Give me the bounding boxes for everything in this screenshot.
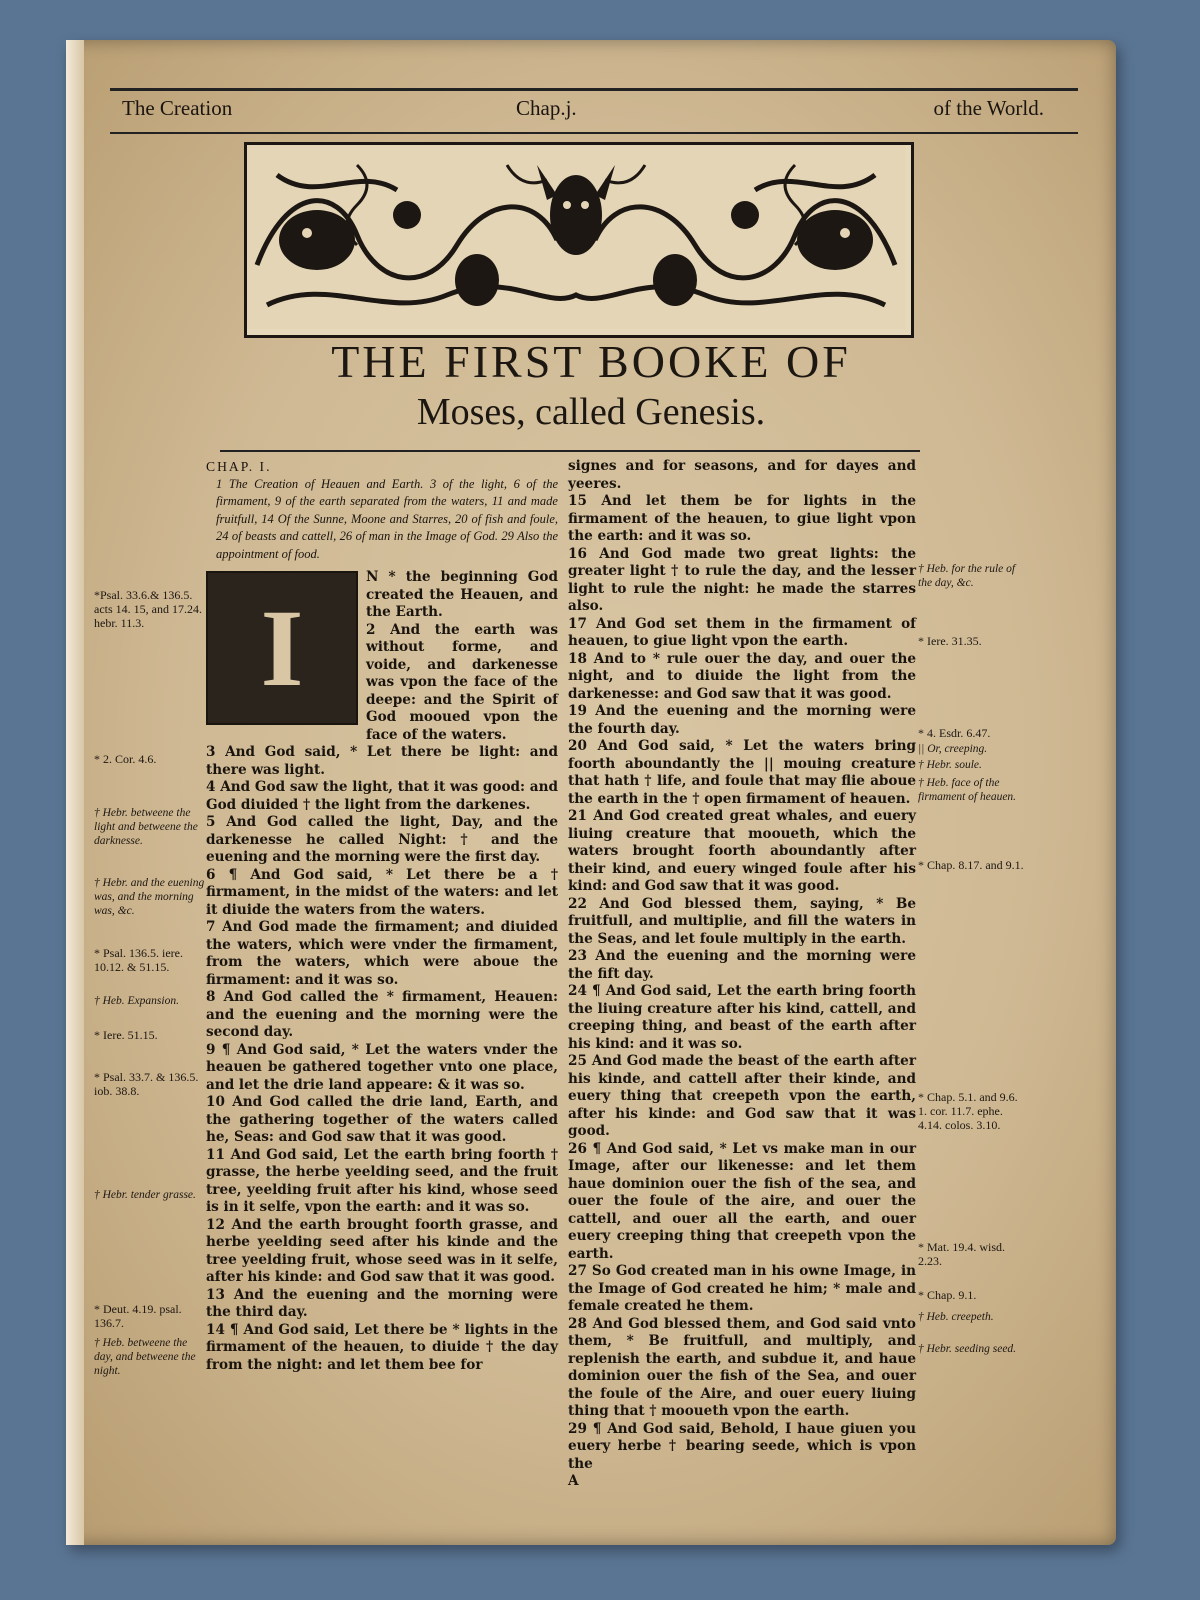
- margin-note: † Heb. betweene the day, and betweene the night.: [94, 1337, 196, 1377]
- dropcap-letter: I: [260, 586, 304, 709]
- verse: 2 And the earth was without forme, and voide, and darkenesse was vpon the face of the deepe: and the Spirit of God mooued vpon the face of the waters.: [366, 621, 558, 743]
- margin-note: † Heb. Expansion.: [94, 995, 179, 1007]
- verse: 9 ¶ And God said, * Let the waters vnder the heauen be gathered together vnto one place, and let the drie land appeare: & it was so.: [206, 1041, 558, 1093]
- margin-note: * Iere. 51.15.: [94, 1028, 158, 1042]
- dropcap-initial: [206, 571, 358, 725]
- right-column: [568, 458, 916, 1491]
- verse: 20 And God said, * Let the waters bring foorth aboundantly the || mouing creature that hath † life, and foule that may flie aboue the earth in the † open firmament of heauen.: [568, 738, 916, 807]
- ornamental-headpiece: [244, 142, 914, 338]
- chapter-heading: CHAP. I.: [206, 459, 272, 474]
- margin-note: * 2. Cor. 4.6.: [94, 752, 157, 766]
- verse: 5 And God called the light, Day, and the darkenesse he called Night: † and the euening and the morning were the first day.: [206, 814, 558, 865]
- margin-note: * Chap. 5.1. and 9.6. 1. cor. 11.7. ephe. 4.14. colos. 3.10.: [918, 1090, 1018, 1132]
- running-head-right: of the World.: [933, 96, 1044, 120]
- margin-note: † Hebr. tender grasse.: [94, 1189, 196, 1201]
- margin-note: † Heb. for the rule of the day, &c.: [918, 563, 1016, 589]
- margin-note: * Psal. 136.5. iere. 10.12. & 51.15.: [94, 946, 183, 974]
- margin-note: * Psal. 33.7. & 136.5. iob. 38.8.: [94, 1070, 199, 1098]
- margin-note: * Iere. 31.35.: [918, 634, 982, 648]
- margin-note: * Chap. 9.1.: [918, 1288, 977, 1302]
- book-title: THE FIRST BOOKE OF: [331, 336, 851, 387]
- verse: 25 And God made the beast of the earth after his kinde, and cattell after their kinde, and euery thing that creepeth vpon the earth, after his kinde: and God saw that it was good.: [568, 1053, 916, 1139]
- verse: 22 And God blessed them, saying, * Be fruitfull, and multiplie, and fill the waters in the Seas, and let foule multiply in the earth.: [568, 895, 916, 947]
- verse: 15 And let them be for lights in the firmament of the heauen, to giue light vpon the earth: and it was so.: [568, 493, 916, 544]
- verse: 24 ¶ And God said, Let the earth bring foorth the liuing creature after his kind, cattell, and creeping thing, and beast of the earth after his kind: and it was so.: [568, 983, 916, 1052]
- signature-mark: A: [568, 1473, 579, 1489]
- margin-note: † Heb. face of the firmament of heauen.: [918, 777, 1017, 803]
- book-page: [66, 40, 1116, 1545]
- margin-note: || Or, creeping.: [918, 743, 988, 755]
- verse: 6 ¶ And God said, * Let there be a † firmament, in the midst of the waters: and let it diuide the waters from the waters.: [206, 866, 558, 918]
- margin-note: * Mat. 19.4. wisd. 2.23.: [918, 1240, 1005, 1268]
- verse: 3 And God said, * Let there be light: and there was light.: [206, 744, 558, 778]
- verse: 16 And God made two great lights: the greater light † to rule the day, and the lesser light to rule the night: he made the starres also.: [568, 545, 916, 614]
- book-subtitle: Moses, called Genesis.: [416, 391, 766, 433]
- verse: 28 And God blessed them, and God said vnto them, * Be fruitfull, and multiply, and replenish the earth, and subdue it, and haue dominion ouer the fish of the Sea, and ouer the foule of the Aire, and ouer euery liuing thing that † mooueth vpon the earth.: [568, 1315, 916, 1419]
- verse: 19 And the euening and the morning were the fourth day.: [568, 703, 916, 737]
- title-rule: [220, 450, 920, 452]
- running-head-left: The Creation: [122, 96, 233, 120]
- running-head-chapter: Chap.j.: [516, 96, 577, 120]
- margin-note: † Hebr. and the euening was, and the morning was, &c.: [94, 877, 205, 917]
- verse: 29 ¶ And God said, Behold, I haue giuen you euery herbe † bearing seede, which is vpon the: [568, 1420, 916, 1472]
- margin-note: † Hebr. seeding seed.: [918, 1343, 1017, 1355]
- left-column: [206, 458, 558, 1374]
- verse: 14 ¶ And God said, Let there be * lights in the firmament of the heauen, to diuide † the day from the night: and let them bee for: [206, 1321, 558, 1373]
- margin-note: * Deut. 4.19. psal. 136.7.: [94, 1302, 182, 1330]
- verse: 7 And God made the firmament; and diuided the waters, which were vnder the firmament, from the waters, which were aboue the firmament: and it was so.: [206, 919, 558, 988]
- verse: 12 And the earth brought foorth grasse, and herbe yeelding seed after his kinde and the tree yeelding fruit, whose seed was in it selfe, after his kinde: and God saw that it was good.: [206, 1216, 558, 1285]
- verse: 27 So God created man in his owne Image, in the Image of God created he him; * male and female created he them.: [568, 1263, 916, 1314]
- running-head-rule: [110, 132, 1078, 134]
- margin-note: * Chap. 8.17. and 9.1.: [918, 858, 1024, 872]
- top-rule: [110, 88, 1078, 91]
- verse: 21 And God created great whales, and euery liuing creature that mooueth, which the waters brought foorth aboundantly after their kind, and euery winged foule after his kind: and God saw that it was good.: [568, 808, 916, 894]
- verse: 13 And the euening and the morning were the third day.: [206, 1286, 558, 1320]
- margin-note: † Heb. creepeth.: [918, 1311, 994, 1323]
- verse: 11 And God said, Let the earth bring foorth † grasse, the herbe yeelding seed, and the fruit tree, yeelding fruit after his kind, whose seed is in it selfe, vpon the earth: and it was so.: [206, 1146, 558, 1215]
- chapter-summary: 1 The Creation of Heauen and Earth. 3 of the light, 6 of the firmament, 9 of the earth separated from the waters, 11 and made fruitfull, 14 Of the Sunne, Moone and Starres, 20 of fish and foule, 24 of beasts and cattell, 26 of man in the Image of God. 29 Also the appointment of food.: [216, 476, 558, 561]
- verse: 26 ¶ And God said, * Let vs make man in our Image, after our likenesse: and let them haue dominion ouer the fish of the sea, and ouer the foule of the aire, and ouer the cattell, and ouer all the earth, and ouer euery creeping thing that creepeth vpon the earth.: [568, 1140, 916, 1262]
- verse: N * the beginning God created the Heauen, and the Earth.: [366, 569, 558, 620]
- verse: signes and for seasons, and for dayes and yeeres.: [568, 458, 916, 492]
- margin-note: * 4. Esdr. 6.47.: [918, 726, 991, 740]
- verse: 17 And God set them in the firmament of heauen, to giue light vpon the earth.: [568, 615, 916, 649]
- margin-note: † Hebr. betweene the light and betweene the darknesse.: [94, 807, 198, 847]
- verse: 18 And to * rule ouer the day, and ouer the night, and to diuide the light from the darkenesse: and God saw that it was good.: [568, 650, 916, 702]
- margin-note: † Hebr. soule.: [918, 759, 982, 771]
- headpiece-engraving: [247, 145, 905, 329]
- verse: 10 And God called the drie land, Earth, and the gathering together of the waters called he, Seas: and God saw that it was good.: [206, 1094, 558, 1145]
- margin-note: *Psal. 33.6.& 136.5. acts 14. 15, and 17.24. hebr. 11.3.: [94, 588, 202, 630]
- verse: 4 And God saw the light, that it was good: and God diuided † the light from the darkenes.: [206, 779, 558, 813]
- verse: 23 And the euening and the morning were the fift day.: [568, 948, 916, 982]
- verse: 8 And God called the * firmament, Heauen: and the euening and the morning were the second day.: [206, 989, 558, 1040]
